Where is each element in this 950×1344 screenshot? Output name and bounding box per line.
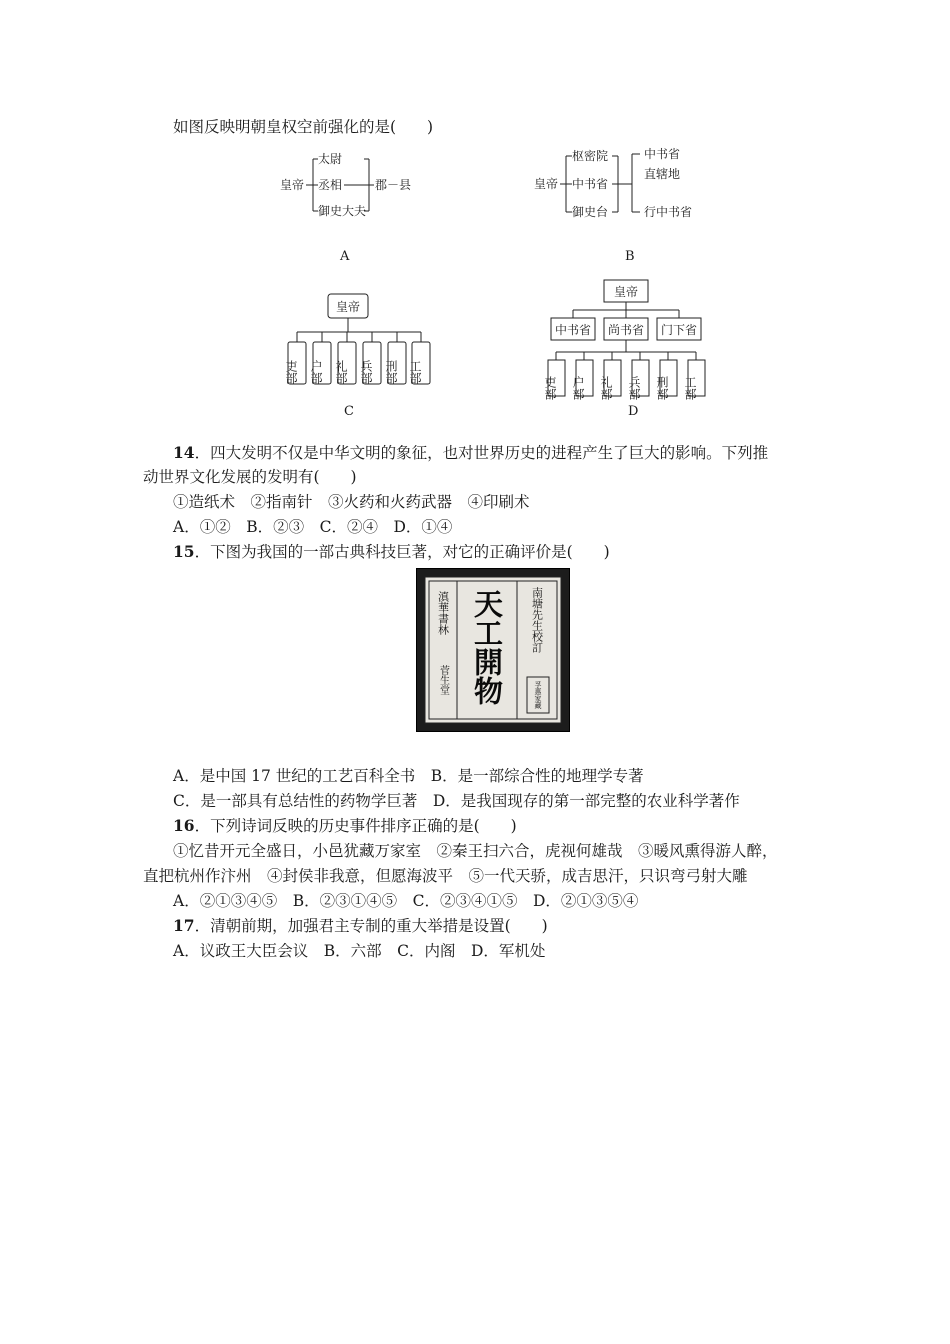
q15-option-line2: C．是一部具有总结性的药物学巨著 D．是我国现存的第一部完整的农业科学著作 — [173, 792, 740, 810]
diagram-c-ministry-6: 工部 — [408, 360, 422, 384]
q14-stem-text: ．四大发明不仅是中华文明的象征，也对世界历史的进程产生了巨大的影响。下列推 — [194, 444, 769, 462]
diagram-c — [282, 292, 442, 390]
q16-stem — [173, 816, 517, 836]
diagram-c-emperor: 皇帝 — [336, 300, 361, 314]
q17-number: 17 — [173, 916, 195, 935]
book-left-seal: 菅生堂 — [437, 665, 449, 695]
diagram-a-official-1: 太尉 — [318, 152, 343, 166]
q17-stem — [173, 916, 548, 936]
q16-poems-line1: ①忆昔开元全盛日，小邑犹藏万家室 ②秦王扫六合，虎视何雄哉 ③暖风熏得游人醉， — [173, 842, 778, 860]
diagram-b — [532, 144, 712, 224]
diagram-d-ministry-6: 工部 — [683, 376, 697, 400]
diagram-b-right-top: 中书省 — [644, 147, 681, 161]
book-right-seal: 孚惠家藏 — [534, 681, 542, 709]
diagram-d-province-1: 中书省 — [555, 323, 592, 337]
diagram-b-right-bottom: 行中书省 — [644, 205, 693, 219]
q14-stem-line1 — [173, 443, 768, 463]
book-title: 天工開物 — [470, 589, 504, 705]
q14-number: 14 — [173, 443, 195, 462]
diagram-a-emperor: 皇帝 — [280, 178, 305, 192]
diagram-c-ministry-1: 吏部 — [284, 360, 298, 384]
book-right-column: 南塘先生校訂 — [530, 587, 544, 653]
q15-number: 15 — [173, 542, 195, 561]
diagram-d-ministry-3: 礼部 — [599, 376, 613, 400]
q15-stem — [173, 542, 610, 562]
diagram-d-ministry-1: 吏部 — [543, 376, 557, 400]
diagram-d-emperor: 皇帝 — [614, 285, 639, 299]
q13-stem: 如图反映明朝皇权空前强化的是( ) — [173, 118, 434, 136]
book-left-column: 滇華書林 — [436, 591, 450, 635]
q16-options: A．②①③④⑤ B．②③①④⑤ C．②③④①⑤ D．②①③⑤④ — [173, 892, 639, 910]
diagram-c-caption: C — [344, 404, 354, 419]
diagram-c-ministry-4: 兵部 — [359, 360, 373, 384]
diagram-c-ministry-2: 户部 — [309, 360, 323, 384]
q15-stem-text: ．下图为我国的一部古典科技巨著，对它的正确评价是( ) — [194, 543, 610, 561]
diagram-d-caption: D — [628, 404, 639, 419]
q17-options: A．议政王大臣会议 B．六部 C．内阁 D．军机处 — [173, 942, 546, 960]
diagram-d-province-2: 尚书省 — [608, 323, 645, 337]
diagram-b-official-3: 御史台 — [572, 205, 609, 219]
q14-items: ①造纸术 ②指南针 ③火药和火药武器 ④印刷术 — [173, 493, 530, 511]
q14-stem-line2: 动世界文化发展的发明有( ) — [143, 468, 357, 486]
q16-stem-text: ．下列诗词反映的历史事件排序正确的是( ) — [194, 817, 517, 835]
q16-poems-line2: 直把杭州作汴州 ④封侯非我意，但愿海波平 ⑤一代天骄，成吉思汗，只识弯弓射大雕 — [143, 867, 748, 885]
diagram-d-ministry-2: 户部 — [571, 376, 585, 400]
diagram-d-province-3: 门下省 — [661, 323, 698, 337]
diagram-b-official-2: 中书省 — [572, 177, 609, 191]
diagram-c-ministry-3: 礼部 — [334, 360, 348, 384]
diagram-b-caption: B — [625, 249, 635, 264]
q16-number: 16 — [173, 816, 195, 835]
diagram-c-ministry-5: 刑部 — [384, 360, 398, 384]
diagram-b-right-mid: 直辖地 — [644, 167, 681, 181]
tiangong-kaiwu-cover-image — [416, 568, 570, 732]
q14-options: A．①② B．②③ C．②④ D．①④ — [173, 518, 453, 536]
diagram-a-local: 郡－县 — [375, 178, 412, 192]
diagram-d-ministry-5: 刑部 — [655, 376, 669, 400]
diagram-b-official-1: 枢密院 — [572, 149, 609, 163]
q15-option-line1: A．是中国 17 世纪的工艺百科全书 B．是一部综合性的地理学专著 — [173, 767, 644, 785]
diagram-a-official-2: 丞相 — [318, 178, 343, 192]
diagram-b-emperor: 皇帝 — [534, 177, 559, 191]
diagram-a-official-3: 御史大夫 — [318, 204, 367, 218]
diagram-d-ministry-4: 兵部 — [627, 376, 641, 400]
diagram-a-caption: A — [340, 249, 350, 264]
diagram-a — [276, 146, 426, 220]
q17-stem-text: ．清朝前期，加强君主专制的重大举措是设置( ) — [194, 917, 548, 935]
diagram-d — [543, 278, 716, 400]
book-cover-drawing — [417, 569, 569, 731]
